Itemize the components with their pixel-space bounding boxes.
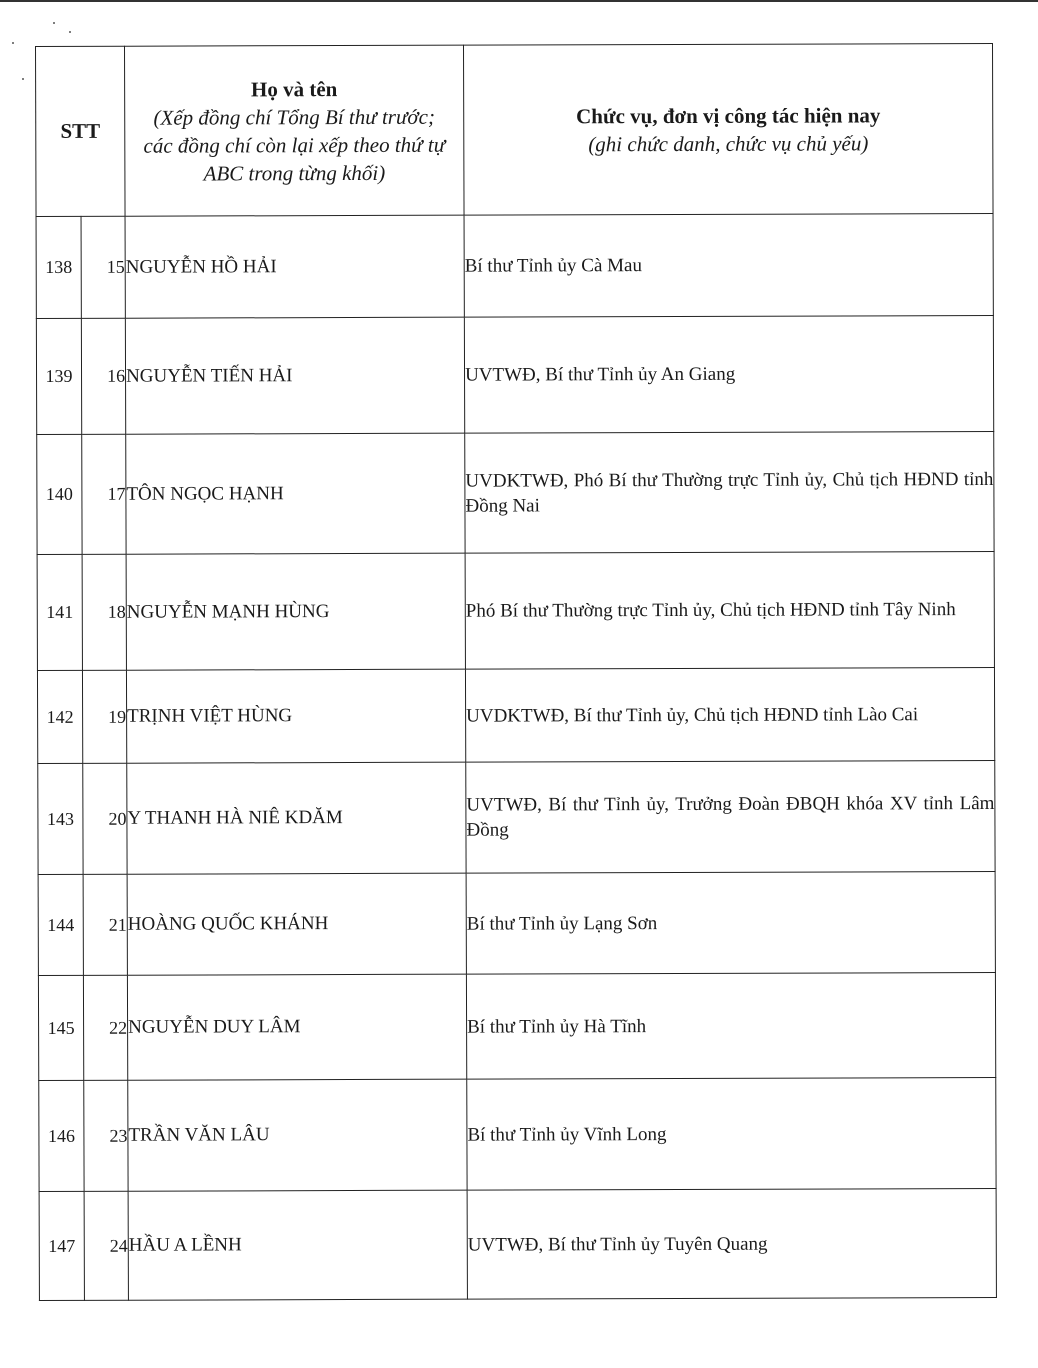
row-sub-number: 21 [83, 874, 127, 975]
row-stt: 143 [38, 763, 83, 874]
row-sub-number: 24 [84, 1191, 128, 1300]
officials-table [35, 43, 997, 1301]
row-name: NGUYỄN TIẾN HẢI [125, 317, 464, 434]
table-row [36, 315, 993, 434]
table-row [38, 972, 995, 1080]
row-role: Phó Bí thư Thường trực Tỉnh ủy, Chủ tịch HĐND tỉnh Tây Ninh [465, 551, 994, 669]
table-row [36, 213, 993, 318]
scan-speck [12, 42, 14, 44]
row-role: UVDKTWĐ, Bí thư Tỉnh ủy, Chủ tịch HĐND tỉnh Lào Cai [465, 667, 994, 762]
table-row [37, 431, 994, 554]
header-name-note-line: ABC trong từng khối) [203, 160, 386, 185]
row-stt: 146 [39, 1080, 84, 1191]
header-name-title: Họ và tên [250, 76, 338, 101]
scan-top-edge [0, 0, 1038, 2]
table-header-row [36, 43, 994, 216]
row-stt: 147 [39, 1191, 84, 1300]
scan-speck [53, 22, 55, 24]
row-name: TÔN NGỌC HẠNH [126, 433, 465, 554]
row-name: NGUYỄN DUY LÂM [127, 974, 466, 1080]
header-stt: STT [36, 46, 126, 216]
row-name: Y THANH HÀ NIÊ KDĂM [127, 762, 466, 874]
row-stt: 142 [37, 670, 82, 763]
header-name-note-line: (Xếp đồng chí Tổng Bí thư trước; [153, 104, 435, 130]
row-role: UVTWĐ, Bí thư Tỉnh ủy An Giang [464, 315, 993, 433]
row-role: Bí thư Tỉnh ủy Hà Tĩnh [466, 972, 995, 1079]
row-role: UVTWĐ, Bí thư Tỉnh ủy, Trưởng Đoàn ĐBQH khóa XV tỉnh Lâm Đồng [466, 760, 995, 873]
row-stt: 145 [38, 975, 83, 1080]
row-sub-number: 15 [81, 216, 125, 318]
row-name: TRỊNH VIỆT HÙNG [126, 669, 465, 763]
row-stt: 144 [38, 874, 83, 975]
table-row [39, 1077, 996, 1191]
table-row [39, 1188, 996, 1300]
row-sub-number: 19 [82, 670, 126, 763]
table-row [37, 551, 994, 670]
row-sub-number: 20 [83, 763, 127, 874]
row-role: Bí thư Tỉnh ủy Vĩnh Long [467, 1077, 996, 1190]
row-name: HẦU A LỀNH [128, 1190, 467, 1300]
row-stt: 140 [37, 434, 82, 554]
row-role: UVDKTWĐ, Phó Bí thư Thường trực Tỉnh ủy, Chủ tịch HĐND tỉnh Đồng Nai [465, 431, 994, 553]
scan-speck [22, 78, 24, 80]
row-role: Bí thư Tỉnh ủy Lạng Sơn [466, 871, 995, 974]
row-sub-number: 16 [81, 318, 125, 434]
table-row [38, 760, 995, 874]
table-row [38, 871, 995, 975]
header-name [125, 45, 465, 216]
row-sub-number: 22 [83, 975, 127, 1080]
scan-speck [69, 31, 71, 33]
row-sub-number: 17 [82, 434, 126, 554]
header-name-note-line: các đồng chí còn lại xếp theo thứ tự [143, 132, 446, 158]
header-role [464, 43, 994, 215]
row-stt: 139 [36, 318, 81, 434]
row-role: Bí thư Tỉnh ủy Cà Mau [464, 213, 993, 317]
row-stt: 138 [36, 216, 81, 318]
header-role-title: Chức vụ, đơn vị công tác hiện nay [576, 102, 881, 128]
row-sub-number: 18 [82, 554, 126, 670]
row-name: NGUYỄN HỒ HẢI [125, 215, 464, 318]
row-role: UVTWĐ, Bí thư Tỉnh ủy Tuyên Quang [467, 1188, 996, 1299]
row-stt: 141 [37, 554, 82, 670]
header-role-note: (ghi chức danh, chức vụ chủ yếu) [588, 130, 869, 156]
table-row [37, 667, 994, 763]
row-name: TRẦN VĂN LÂU [128, 1079, 467, 1191]
row-sub-number: 23 [84, 1080, 128, 1191]
row-name: NGUYỄN MẠNH HÙNG [126, 553, 465, 670]
row-name: HOÀNG QUỐC KHÁNH [127, 873, 466, 975]
